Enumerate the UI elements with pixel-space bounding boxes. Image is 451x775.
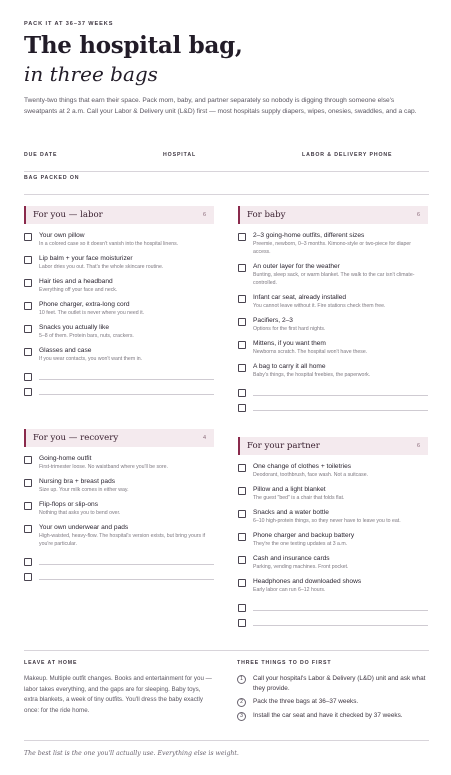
checkbox[interactable] xyxy=(24,373,32,381)
checkbox[interactable] xyxy=(24,302,32,310)
item-text xyxy=(253,578,428,594)
checklist-item xyxy=(238,294,428,310)
item-note: 10 feet. The outlet is never where you need it. xyxy=(39,310,145,316)
item-text xyxy=(39,455,214,471)
item-text xyxy=(39,478,214,494)
checkbox[interactable] xyxy=(24,348,32,356)
checklist-item xyxy=(24,501,214,517)
ld-phone-field[interactable]: LABOR & DELIVERY PHONE xyxy=(302,152,393,158)
item-text xyxy=(39,347,214,363)
item-name: Flip-flops or slip-ons xyxy=(39,501,98,508)
item-name: Going-home outfit xyxy=(39,455,92,462)
item-note: Deodorant, toothbrush, face wash. Not a suitcase. xyxy=(253,472,369,478)
item-text xyxy=(253,232,428,256)
page-title-line2: in three bags xyxy=(24,62,158,86)
step-number: 1 xyxy=(237,675,246,684)
write-in-line[interactable] xyxy=(39,564,214,565)
checkbox[interactable] xyxy=(238,533,246,541)
checkbox[interactable] xyxy=(238,619,246,627)
item-text xyxy=(253,363,428,379)
write-in-line[interactable] xyxy=(253,410,428,411)
item-text xyxy=(253,555,428,571)
item-note: They're the one texting updates at 3 a.m. xyxy=(253,541,348,547)
item-text xyxy=(253,509,428,525)
item-name: Hair ties and a headband xyxy=(39,278,113,285)
item-note: 5–8 of them. Protein bars, nuts, crackers. xyxy=(39,333,134,339)
item-note: Size up. Your milk comes in either way. xyxy=(39,487,129,493)
checkbox[interactable] xyxy=(24,256,32,264)
checkbox[interactable] xyxy=(238,295,246,303)
todo-text: Call your hospital's Labor & Delivery (L&D) unit and ask what they provide. xyxy=(253,675,426,692)
section-labor xyxy=(24,206,214,400)
item-name: Mittens, if you want them xyxy=(253,340,326,347)
item-name: An outer layer for the weather xyxy=(253,263,340,270)
section-count: 6 xyxy=(202,212,206,218)
eyebrow-label: PACK IT AT 36–37 WEEKS xyxy=(24,21,114,27)
checkbox[interactable] xyxy=(238,389,246,397)
item-note: Baby's things, the hospital freebies, the paperwork. xyxy=(253,372,371,378)
checkbox[interactable] xyxy=(24,456,32,464)
divider xyxy=(24,650,429,651)
item-note: Everything off your face and neck. xyxy=(39,287,118,293)
blank-item xyxy=(238,601,428,614)
item-name: One change of clothes + toiletries xyxy=(253,463,352,470)
item-name: Lip balm + your face moisturizer xyxy=(39,255,133,262)
item-text xyxy=(253,294,428,310)
blank-item xyxy=(24,570,214,583)
section-title: For you — recovery xyxy=(33,433,119,443)
checkbox[interactable] xyxy=(238,464,246,472)
item-name: A bag to carry it all home xyxy=(253,363,326,370)
checklist-item xyxy=(238,317,428,333)
checkbox[interactable] xyxy=(24,558,32,566)
blank-item xyxy=(238,386,428,399)
three-things-title: THREE THINGS TO DO FIRST xyxy=(237,660,332,666)
checklist-item xyxy=(238,363,428,379)
leave-at-home-text: Makeup. Multiple outfit changes. Books and entertainment for you — labor takes everything, and the gaps are for sleeping. Baby toys, extra blankets, a week of tiny outfits. You'll dress the baby exactly once: for the ride home. xyxy=(24,675,212,714)
item-name: Nursing bra + breast pads xyxy=(39,478,116,485)
item-note: Bunting, sleep sack, or warm blanket. The walk to the car isn't climate-controlled. xyxy=(253,272,415,286)
checkbox[interactable] xyxy=(24,573,32,581)
checkbox[interactable] xyxy=(238,264,246,272)
item-note: Newborns scratch. The hospital won't have these. xyxy=(253,349,368,355)
item-note: Options for the first hard nights. xyxy=(253,326,326,332)
checklist-item xyxy=(24,455,214,471)
checkbox[interactable] xyxy=(24,502,32,510)
todo-item xyxy=(237,711,427,721)
section-baby xyxy=(238,206,428,416)
item-note: Parking, vending machines. Front pocket. xyxy=(253,564,349,570)
checklist-item xyxy=(238,263,428,287)
blank-item xyxy=(24,370,214,383)
item-text xyxy=(39,255,214,271)
checkbox[interactable] xyxy=(24,525,32,533)
checklist-item xyxy=(24,301,214,317)
item-note: In a colored case so it doesn't vanish into the hospital linens. xyxy=(39,241,179,247)
item-text xyxy=(39,324,214,340)
section-header xyxy=(24,206,214,224)
item-text xyxy=(39,278,214,294)
checklist-item xyxy=(24,232,214,248)
field-row-1 xyxy=(24,150,429,172)
section-count: 4 xyxy=(202,435,206,441)
item-note: Nothing that asks you to bend over. xyxy=(39,510,121,516)
section-title: For baby xyxy=(247,210,286,220)
section-title: For your partner xyxy=(247,441,320,451)
item-name: Snacks and a water bottle xyxy=(253,509,329,516)
todo-text: Install the car seat and have it checked by 37 weeks. xyxy=(253,712,403,720)
item-name: Cash and insurance cards xyxy=(253,555,330,562)
item-note: First-trimester loose. No waistband where you'll be sore. xyxy=(39,464,168,470)
checkbox[interactable] xyxy=(238,404,246,412)
checkbox[interactable] xyxy=(24,325,32,333)
checklist-item xyxy=(238,509,428,525)
todo-text: Pack the three bags at 36–37 weeks. xyxy=(253,698,359,706)
item-note: The guest "bed" is a chair that folds flat. xyxy=(253,495,345,501)
three-things-list xyxy=(237,674,427,721)
item-name: Snacks you actually like xyxy=(39,324,110,331)
checklist-item xyxy=(238,340,428,356)
checklist-item xyxy=(24,324,214,340)
checkbox[interactable] xyxy=(24,388,32,396)
write-in-line[interactable] xyxy=(253,610,428,611)
item-text xyxy=(253,486,428,502)
item-name: Phone charger, extra-long cord xyxy=(39,301,130,308)
checklist-items xyxy=(24,455,214,548)
item-text xyxy=(39,524,214,548)
divider xyxy=(24,740,429,741)
item-note: 6–10 high-protein things, so they never have to leave you to eat. xyxy=(253,518,401,524)
due-date-field[interactable]: DUE DATE xyxy=(24,152,58,158)
section-recovery xyxy=(24,429,214,585)
checklist-items xyxy=(238,463,428,594)
section-count: 6 xyxy=(416,212,420,218)
item-name: Headphones and downloaded shows xyxy=(253,578,362,585)
item-note: High-waisted, heavy-flow. The hospital's version exists, but bring yours if you're particular. xyxy=(39,533,206,547)
field-row-2 xyxy=(24,173,429,195)
item-text xyxy=(253,263,428,287)
blank-item xyxy=(238,616,428,629)
checklist-item xyxy=(24,524,214,548)
section-header xyxy=(238,206,428,224)
item-name: Your own underwear and pads xyxy=(39,524,129,531)
todo-item xyxy=(237,674,427,693)
checkbox[interactable] xyxy=(238,487,246,495)
item-note: Preemie, newborn, 0–3 months. Kimono-style or two-piece for diaper access. xyxy=(253,241,412,255)
item-name: Pacifiers, 2–3 xyxy=(253,317,293,324)
checkbox[interactable] xyxy=(24,233,32,241)
step-number: 3 xyxy=(237,712,246,721)
checkbox[interactable] xyxy=(238,364,246,372)
item-name: Glasses and case xyxy=(39,347,92,354)
blank-item xyxy=(238,401,428,414)
leave-at-home-title: LEAVE AT HOME xyxy=(24,660,78,666)
item-text xyxy=(39,232,214,248)
item-note: Labor dries you out. That's the whole skincare routine. xyxy=(39,264,164,270)
checkbox[interactable] xyxy=(238,233,246,241)
checkbox[interactable] xyxy=(238,579,246,587)
checklist-item xyxy=(238,463,428,479)
checklist-item xyxy=(238,232,428,256)
blank-item xyxy=(24,555,214,568)
form-fields xyxy=(24,150,429,195)
checkbox[interactable] xyxy=(24,479,32,487)
section-count: 6 xyxy=(416,443,420,449)
item-name: Pillow and a light blanket xyxy=(253,486,326,493)
bag-packed-on-field[interactable]: BAG PACKED ON xyxy=(24,175,80,181)
section-header xyxy=(238,437,428,455)
checklist-item xyxy=(238,555,428,571)
item-note: Early labor can run 6–12 hours. xyxy=(253,587,326,593)
checkbox[interactable] xyxy=(238,341,246,349)
hospital-field[interactable]: HOSPITAL xyxy=(163,152,197,158)
item-name: 2–3 going-home outfits, different sizes xyxy=(253,232,365,239)
checkbox[interactable] xyxy=(24,279,32,287)
section-title: For you — labor xyxy=(33,210,103,220)
checklist-item xyxy=(24,478,214,494)
leave-at-home-block xyxy=(24,660,214,716)
write-in-line[interactable] xyxy=(39,579,214,580)
checklist-items xyxy=(238,232,428,379)
write-in-line[interactable] xyxy=(253,395,428,396)
section-header xyxy=(24,429,214,447)
write-in-line[interactable] xyxy=(39,379,214,380)
footer-note: The best list is the one you'll actually use. Everything else is weight. xyxy=(24,750,239,757)
checklist-item xyxy=(24,278,214,294)
write-in-line[interactable] xyxy=(253,625,428,626)
item-text xyxy=(253,463,428,479)
checklist-item xyxy=(238,486,428,502)
item-name: Phone charger and backup battery xyxy=(253,532,355,539)
item-text xyxy=(39,501,214,517)
item-text xyxy=(253,317,428,333)
item-text xyxy=(39,301,214,317)
intro-paragraph: Twenty-two things that earn their space. Pack mom, baby, and partner separately so nobody is digging through someone else's sweatpants at 2 a.m. Call your Labor & Delivery unit (L&D) first — most hospitals supply diapers, wipes, onesies, swaddles, and a cap. xyxy=(24,97,417,115)
checklist-item xyxy=(24,255,214,271)
checklist-item xyxy=(238,532,428,548)
section-partner xyxy=(238,437,428,631)
checkbox[interactable] xyxy=(238,510,246,518)
item-name: Your own pillow xyxy=(39,232,85,239)
item-name: Infant car seat, already installed xyxy=(253,294,347,301)
checkbox[interactable] xyxy=(238,556,246,564)
checklist-items xyxy=(24,232,214,363)
page-title-line1: The hospital bag, xyxy=(24,32,243,59)
three-things-block xyxy=(237,660,427,725)
write-in-line[interactable] xyxy=(39,394,214,395)
item-text xyxy=(253,340,428,356)
item-text xyxy=(253,532,428,548)
checkbox[interactable] xyxy=(238,318,246,326)
checklist-item xyxy=(238,578,428,594)
blank-item xyxy=(24,385,214,398)
checklist-item xyxy=(24,347,214,363)
checkbox[interactable] xyxy=(238,604,246,612)
item-note: You cannot leave without it. Fire stations check them free. xyxy=(253,303,386,309)
item-note: If you wear contacts, you won't want them in. xyxy=(39,356,143,362)
todo-item xyxy=(237,697,427,707)
step-number: 2 xyxy=(237,698,246,707)
